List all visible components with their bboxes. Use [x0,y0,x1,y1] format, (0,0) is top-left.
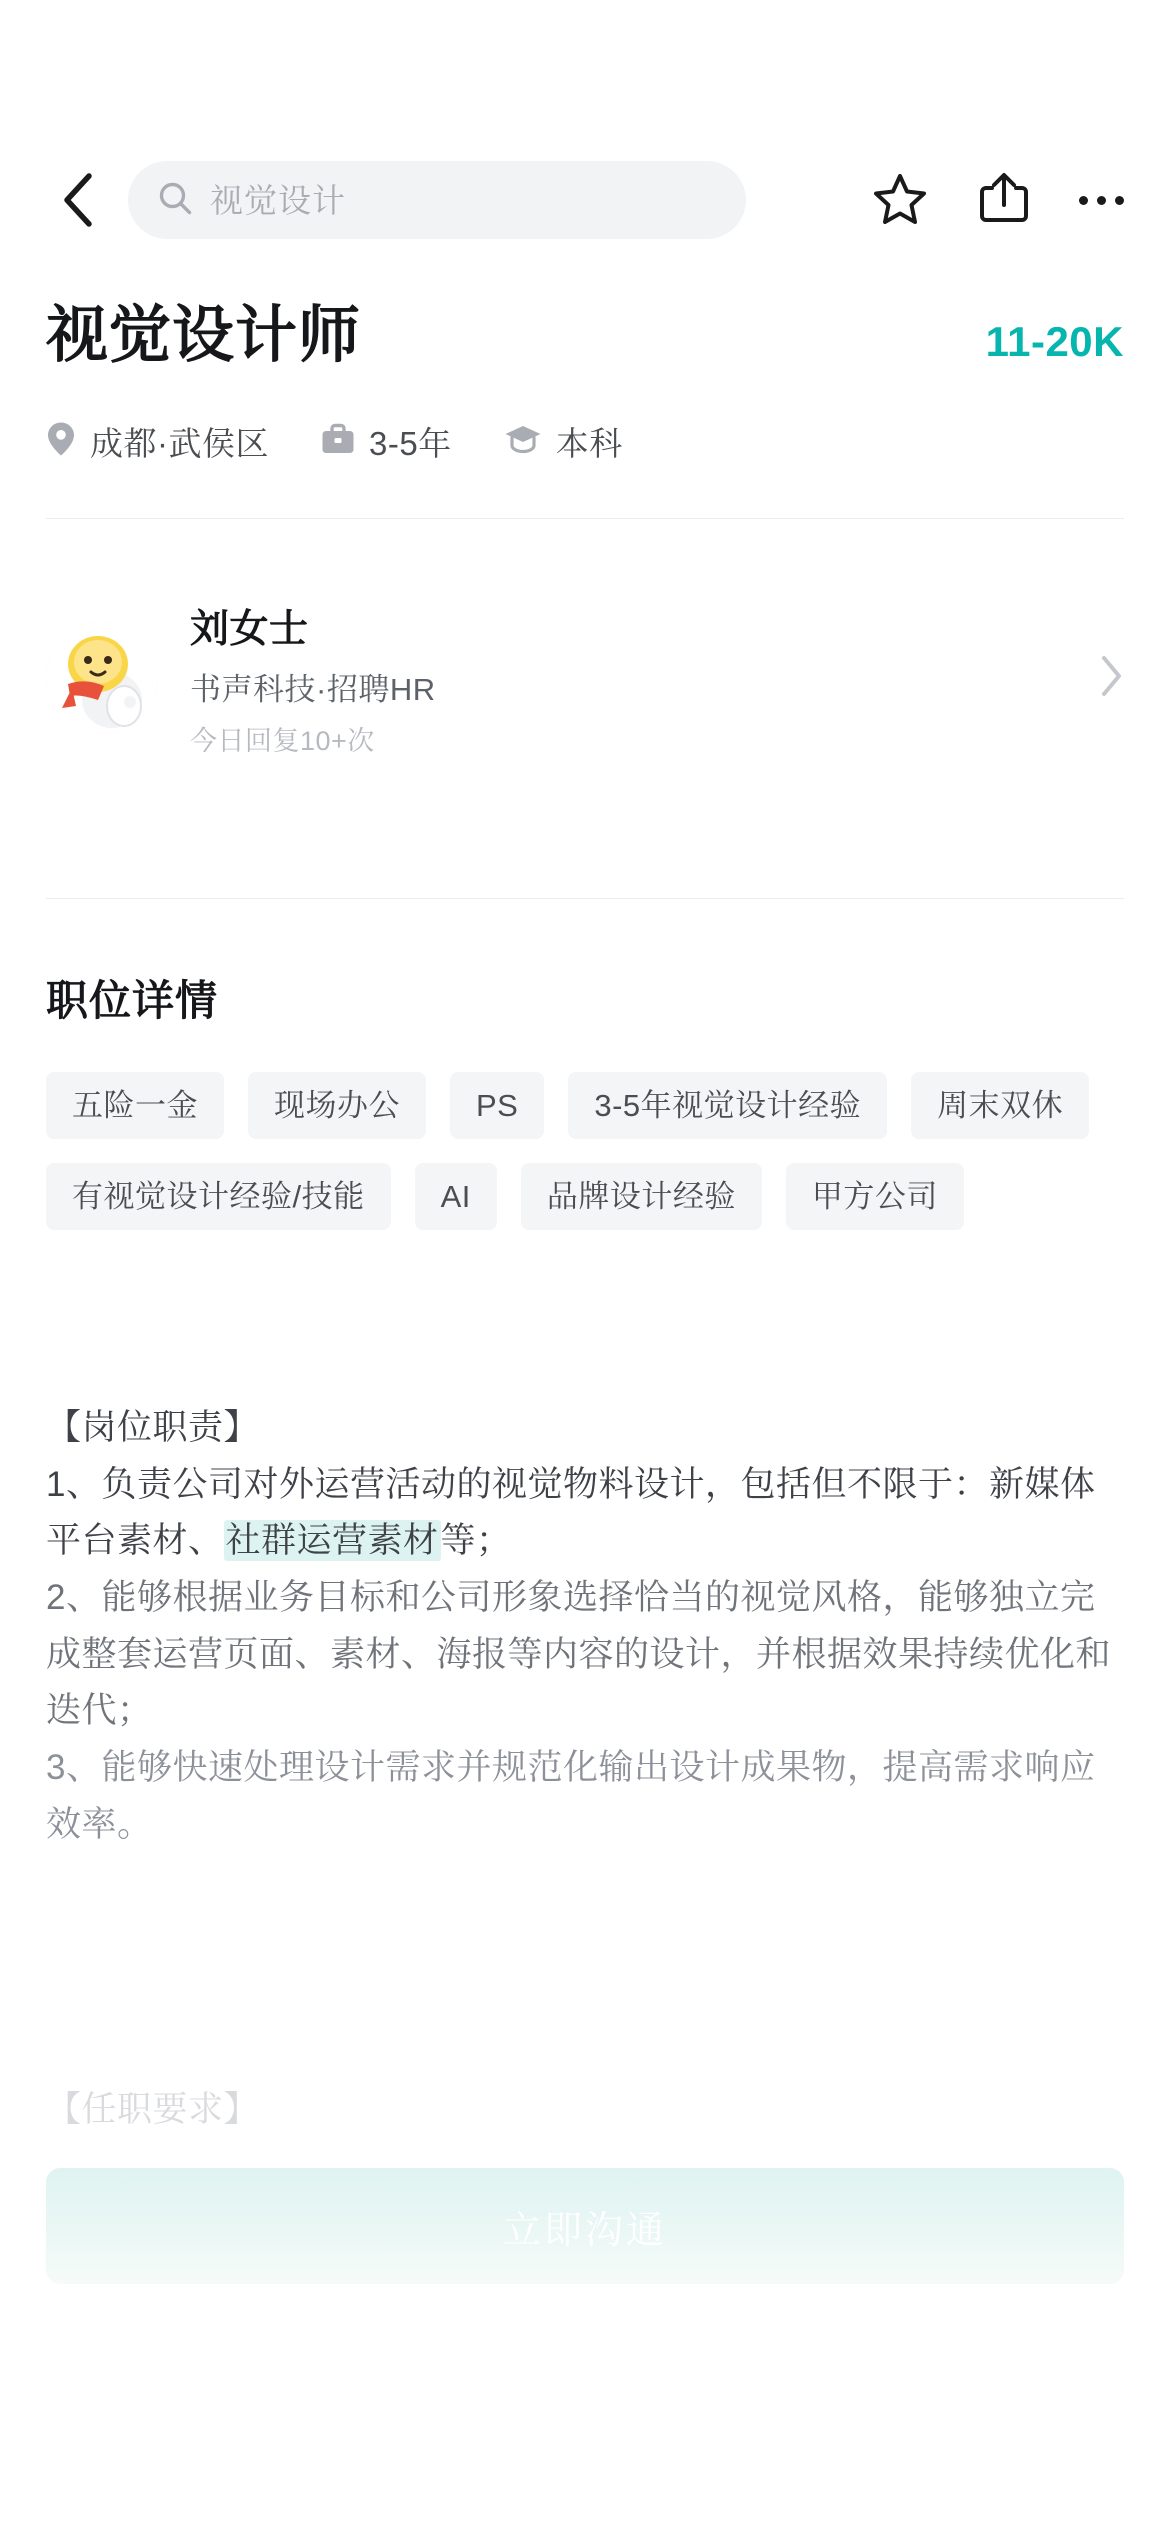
recruiter-detail-button[interactable] [1100,655,1124,702]
bottom-safe-area [0,2392,1170,2532]
divider [46,898,1124,899]
search-input-value: 视觉设计 [210,181,346,219]
duty-line-1 [46,1457,1130,1570]
duty-line-1-part-a: 1、负责公司对外运营活动的视觉物料设计，包括但不限于：新媒体平台素材、 [46,1464,1096,1561]
salary-range: 11-20K [985,318,1124,365]
job-tag: 现场办公 [248,1072,426,1139]
job-tag: 周末双休 [911,1072,1089,1139]
top-navigation-bar [0,140,1170,260]
section-title-job-detail: 职位详情 [46,977,219,1024]
star-icon [873,172,927,229]
job-tag: 有视觉设计经验/技能 [46,1163,391,1230]
duty-line-1-part-b: 等； [440,1521,512,1561]
job-tag: AI [415,1163,497,1230]
recruiter-name: 刘女士 [190,608,309,651]
job-tag: 甲方公司 [786,1163,964,1230]
recruiter-card[interactable] [0,598,1170,758]
briefcase-icon [321,423,355,460]
share-icon [979,172,1029,229]
job-meta-row [0,418,1170,465]
job-tag: PS [450,1072,544,1139]
job-title-row [0,300,1170,371]
chevron-right-icon [1100,655,1124,702]
meta-education-label: 本科 [555,425,623,462]
more-dots-icon [1079,196,1124,205]
job-tag: 3-5年视觉设计经验 [568,1072,887,1139]
recruiter-reply-stat: 今日回复10+次 [190,726,375,756]
avatar [46,622,158,734]
meta-location-label: 成都·武侯区 [90,425,269,462]
graduation-cap-icon [504,424,542,459]
job-tag: 五险一金 [46,1072,224,1139]
duty-line-1-highlight: 社群运营素材 [225,1521,439,1561]
meta-experience [321,418,452,465]
meta-education [504,418,623,465]
job-description [46,1400,1130,1854]
chevron-left-icon [60,172,94,228]
chat-now-label: 立即沟通 [502,2209,667,2252]
duty-line-2: 2、能够根据业务目标和公司形象选择恰当的视觉风格，能够独立完成整套运营页面、素材、海报等内容的设计，并根据效果持续优化和迭代； [46,1578,1112,1731]
search-input[interactable] [128,161,746,239]
favorite-button[interactable] [871,171,929,229]
meta-location [46,418,269,465]
meta-experience-label: 3-5年 [369,425,452,462]
job-tag-list [46,1072,1124,1230]
topbar-actions [871,171,1124,229]
page-title: 视觉设计师 [46,301,362,370]
share-button[interactable] [975,171,1033,229]
duty-line-3: 3、能够快速处理设计需求并规范化输出设计成果物，提高需求响应效率。 [46,1748,1096,1844]
location-pin-icon [46,421,76,462]
back-button[interactable] [46,169,108,231]
more-button[interactable] [1079,171,1124,229]
recruiter-company-role: 书声科技·招聘HR [190,672,436,707]
search-icon [158,181,192,220]
job-tag: 品牌设计经验 [521,1163,762,1230]
chat-now-button[interactable] [46,2168,1124,2284]
recruiter-info [190,598,436,758]
divider [46,518,1124,519]
requirement-heading: 【任职要求】 [46,2090,260,2129]
duty-heading: 【岗位职责】 [46,1408,260,1447]
